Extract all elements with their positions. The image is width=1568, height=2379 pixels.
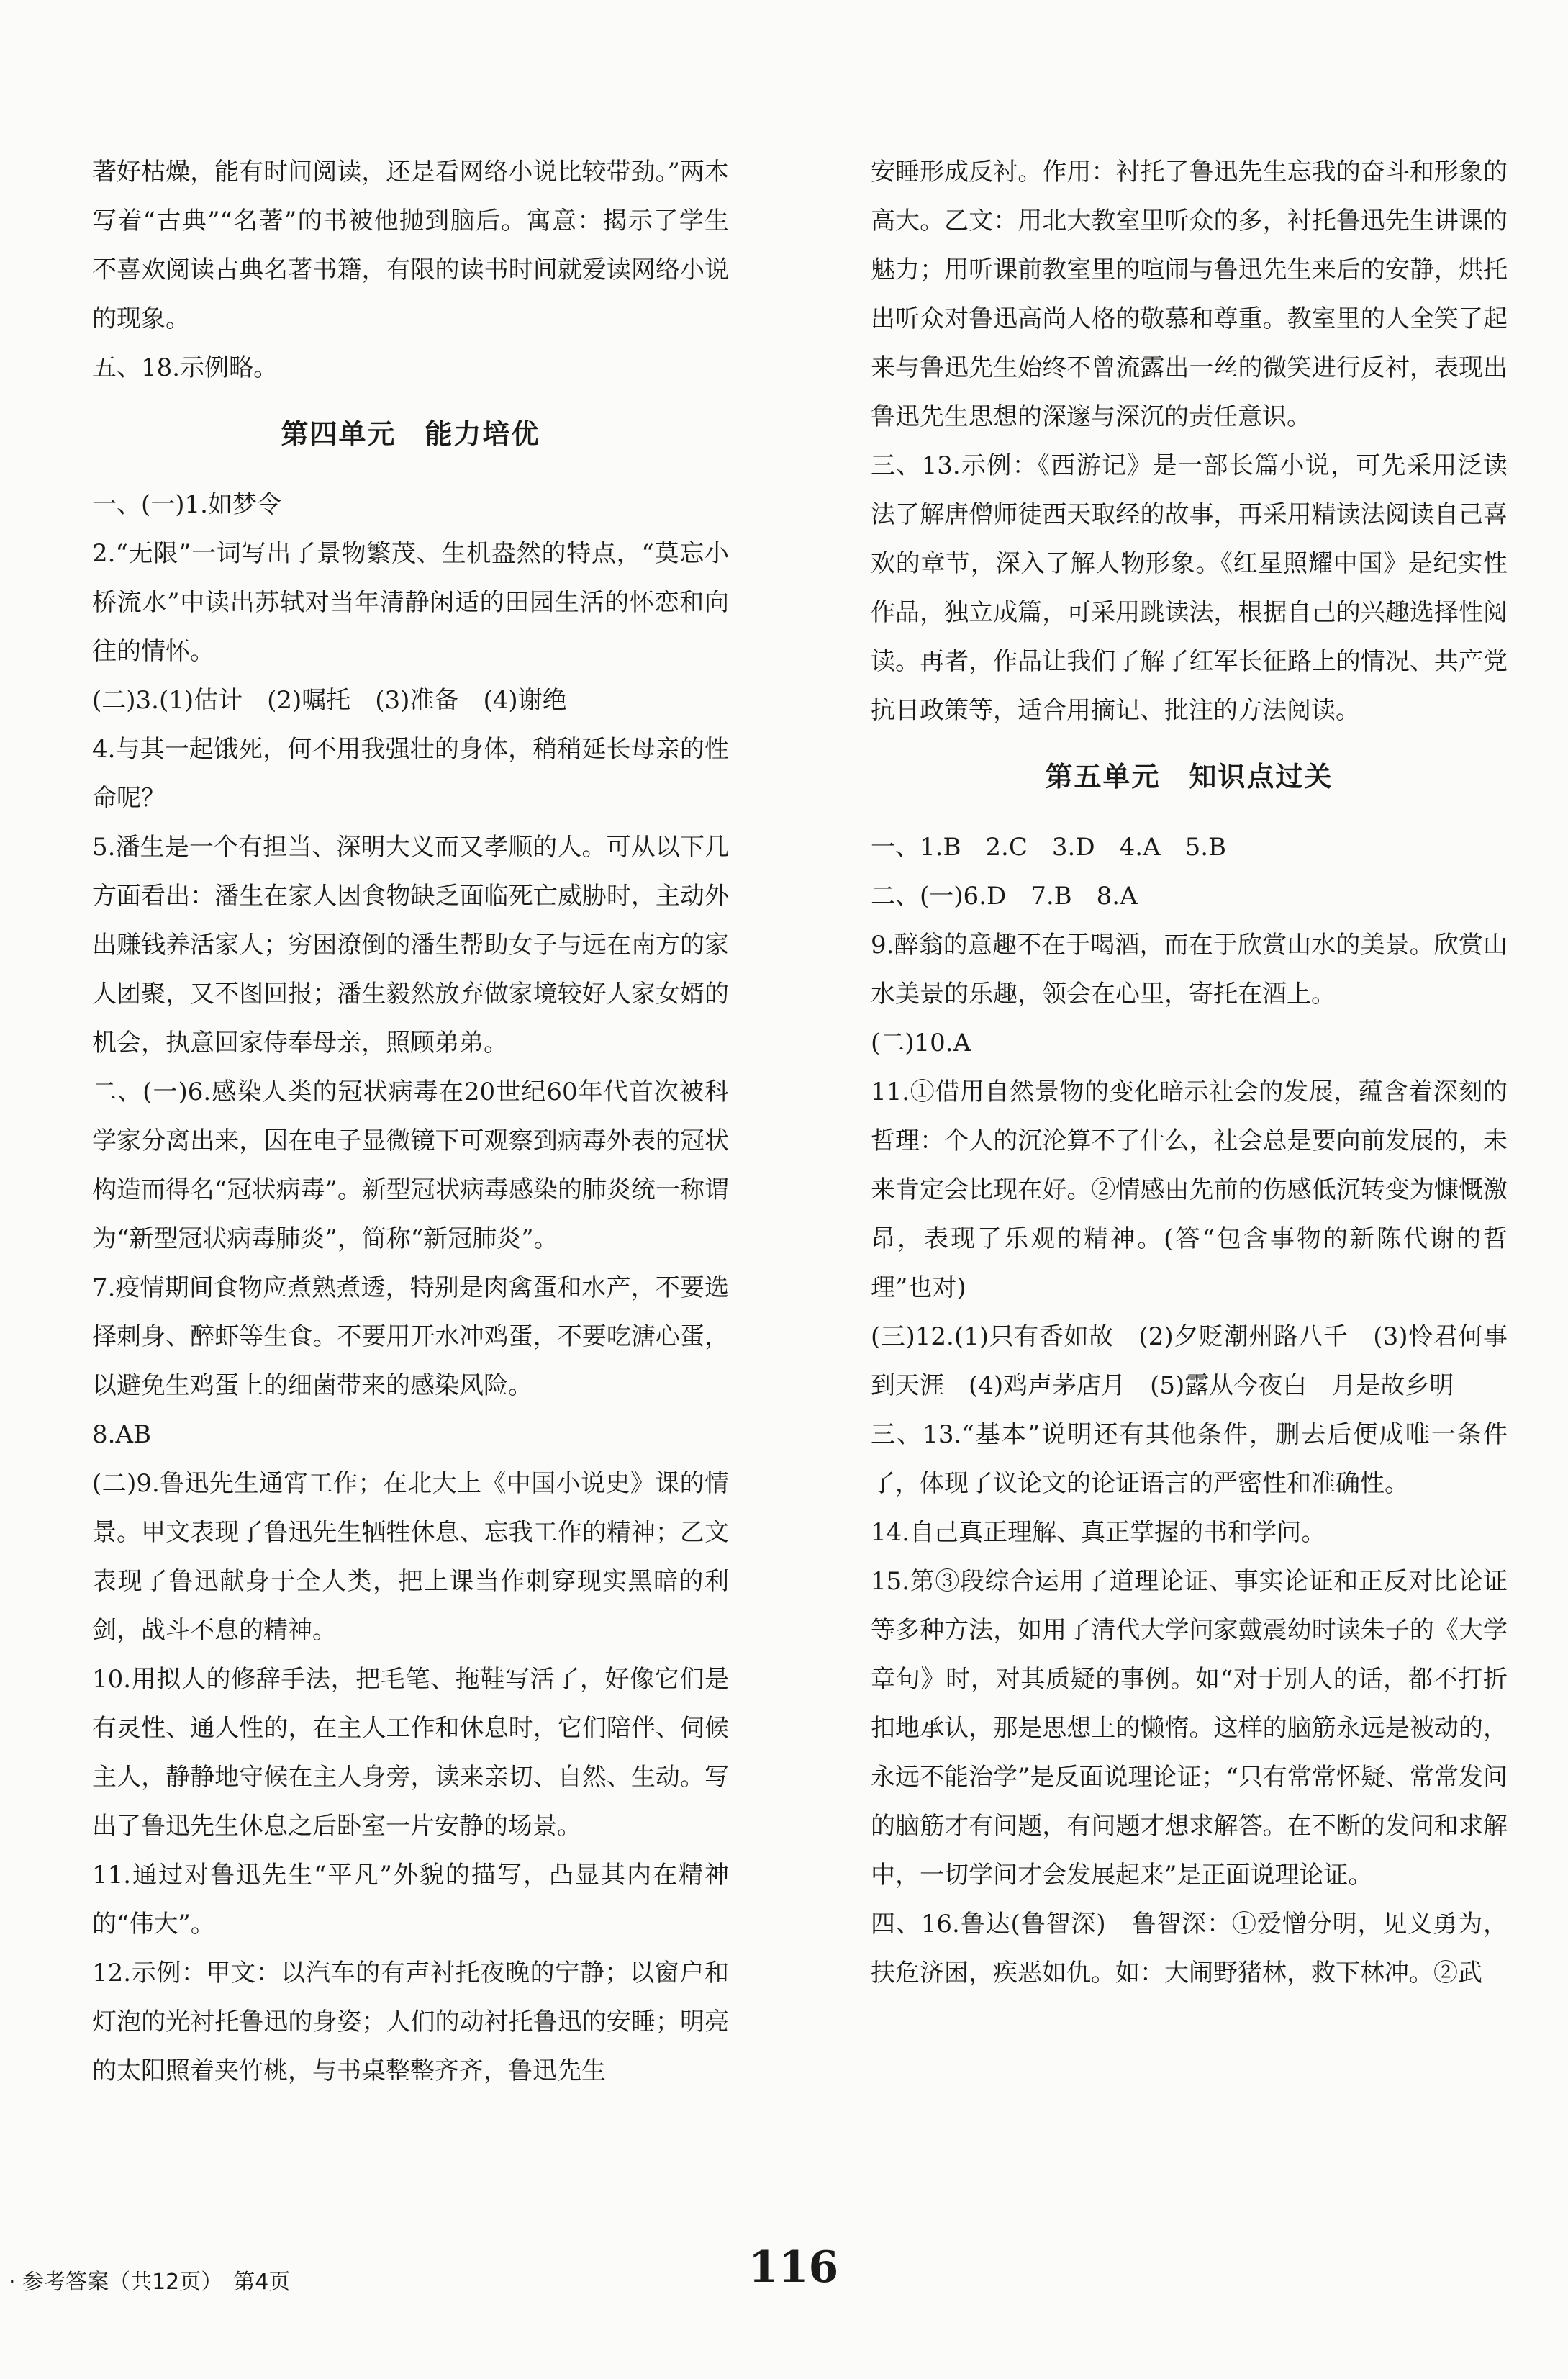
paragraph: (三)12.(1)只有香如故 (2)夕贬潮州路八千 (3)怜君何事到天涯 (4)鸡声茅店月 (5)露从今夜白 月是故乡明 [871,1322,1508,1400]
right-column [871,148,1508,1997]
footer-label: · 参考答案（共12页） 第4页 [9,2270,291,2295]
paragraph: 12.示例：甲文：以汽车的有声衬托夜晚的宁静；以窗户和灯泡的光衬托鲁迅的身姿；人们的动衬托鲁迅的安睡；明亮的太阳照着夹竹桃，与书桌整整齐齐，鲁迅先生 [92,1959,729,2085]
paragraph: 7.疫情期间食物应煮熟煮透，特别是肉禽蛋和水产，不要选择刺身、醉虾等生食。不要用开水冲鸡蛋，不要吃溏心蛋，以避免生鸡蛋上的细菌带来的感染风险。 [92,1273,729,1400]
paragraph: (二)9.鲁迅先生通宵工作；在北大上《中国小说史》课的情景。甲文表现了鲁迅先生牺牲休息、忘我工作的精神；乙文表现了鲁迅献身于全人类，把上课当作刺穿现实黑暗的利剑，战斗不息的精神。 [92,1469,729,1645]
left-column [92,148,729,2095]
paragraph: 5.潘生是一个有担当、深明大义而又孝顺的人。可从以下几方面看出：潘生在家人因食物缺乏面临死亡威胁时，主动外出赚钱养活家人；穷困潦倒的潘生帮助女子与远在南方的家人团聚，又不图回报；潘生毅然放弃做家境较好人家女婿的机会，执意回家侍奉母亲，照顾弟弟。 [92,833,729,1057]
paragraph: 9.醉翁的意趣不在于喝酒，而在于欣赏山水的美景。欣赏山水美景的乐趣，领会在心里，寄托在酒上。 [871,931,1508,1008]
paragraph: 一、1.B 2.C 3.D 4.A 5.B [871,833,1226,862]
paragraph: 14.自己真正理解、真正掌握的书和学问。 [871,1518,1326,1547]
paragraph: 10.用拟人的修辞手法，把毛笔、拖鞋写活了，好像它们是有灵性、通人性的，在主人工作和休息时，它们陪伴、伺候主人，静静地守候在主人身旁，读来亲切、自然、生动。写出了鲁迅先生休息之后卧室一片安静的场景。 [92,1665,729,1841]
paragraph: (二)3.(1)估计 (2)嘱托 (3)准备 (4)谢绝 [92,686,567,715]
paragraph: (二)10.A [871,1029,971,1057]
paragraph: 三、13.“基本”说明还有其他条件，删去后便成唯一条件了，体现了议论文的论证语言的严密性和准确性。 [871,1420,1508,1498]
paragraph: 安睡形成反衬。作用：衬托了鲁迅先生忘我的奋斗和形象的高大。乙文：用北大教室里听众的多，衬托鲁迅先生讲课的魅力；用听课前教室里的喧闹与鲁迅先生来后的安静，烘托出听众对鲁迅高尚人格的敬慕和尊重。教室里的人全笑了起来与鲁迅先生始终不曾流露出一丝的微笑进行反衬，表现出鲁迅先生思想的深邃与深沉的责任意识。 [871,158,1508,431]
paragraph: 二、(一)6.感染人类的冠状病毒在20世纪60年代首次被科学家分离出来，因在电子显微镜下可观察到病毒外表的冠状构造而得名“冠状病毒”。新型冠状病毒感染的肺炎统一称谓为“新型冠状病毒肺炎”，简称“新冠肺炎”。 [92,1078,729,1253]
paragraph: 8.AB [92,1420,151,1449]
paragraph: 15.第③段综合运用了道理论证、事实论证和正反对比论证等多种方法，如用了清代大学问家戴震幼时读朱子的《大学章句》时，对其质疑的事例。如“对于别人的话，都不打折扣地承认，那是思想上的懒惰。这样的脑筋永远是被动的，永远不能治学”是反面说理论证；“只有常常怀疑、常常发问的脑筋才有问题，有问题才想求解答。在不断的发问和求解中，一切学问才会发展起来”是正面说理论证。 [871,1567,1508,1890]
section-heading: 第五单元 知识点过关 [1045,761,1333,793]
paragraph: 四、16.鲁达(鲁智深) 鲁智深：①爱憎分明，见义勇为，扶危济困，疾恶如仇。如：大闹野猪林，救下林冲。②武 [871,1910,1508,1987]
paragraph: 4.与其一起饿死，何不用我强壮的身体，稍稍延长母亲的性命呢？ [92,735,729,813]
paragraph: 三、13.示例：《西游记》是一部长篇小说，可先采用泛读法了解唐僧师徒西天取经的故事，再采用精读法阅读自己喜欢的章节，深入了解人物形象。《红星照耀中国》是纪实性作品，独立成篇，可采用跳读法，根据自己的兴趣选择性阅读。再者，作品让我们了解了红军长征路上的情况、共产党抗日政策等，适合用摘记、批注的方法阅读。 [871,451,1508,725]
paragraph: 11.通过对鲁迅先生“平凡”外貌的描写，凸显其内在精神的“伟大”。 [92,1861,729,1938]
section-heading: 第四单元 能力培优 [281,418,540,450]
paragraph: 2.“无限”一词写出了景物繁茂、生机盎然的特点，“莫忘小桥流水”中读出苏轼对当年清静闲适的田园生活的怀恋和向往的情怀。 [92,539,729,666]
paragraph: 二、(一)6.D 7.B 8.A [871,882,1138,911]
page-number: 116 [748,2242,839,2293]
paragraph: 五、18.示例略。 [92,353,278,382]
paragraph: 著好枯燥，能有时间阅读，还是看网络小说比较带劲。”两本写着“古典”“名著”的书被他抛到脑后。寓意：揭示了学生不喜欢阅读古典名著书籍，有限的读书时间就爱读网络小说的现象。 [92,158,729,333]
paragraph: 一、(一)1.如梦令 [92,490,281,519]
paragraph: 11.①借用自然景物的变化暗示社会的发展，蕴含着深刻的哲理：个人的沉沦算不了什么，社会总是要向前发展的，未来肯定会比现在好。②情感由先前的伤感低沉转变为慷慨激昂，表现了乐观的精神。(答“包含事物的新陈代谢的哲理”也对) [871,1078,1508,1302]
